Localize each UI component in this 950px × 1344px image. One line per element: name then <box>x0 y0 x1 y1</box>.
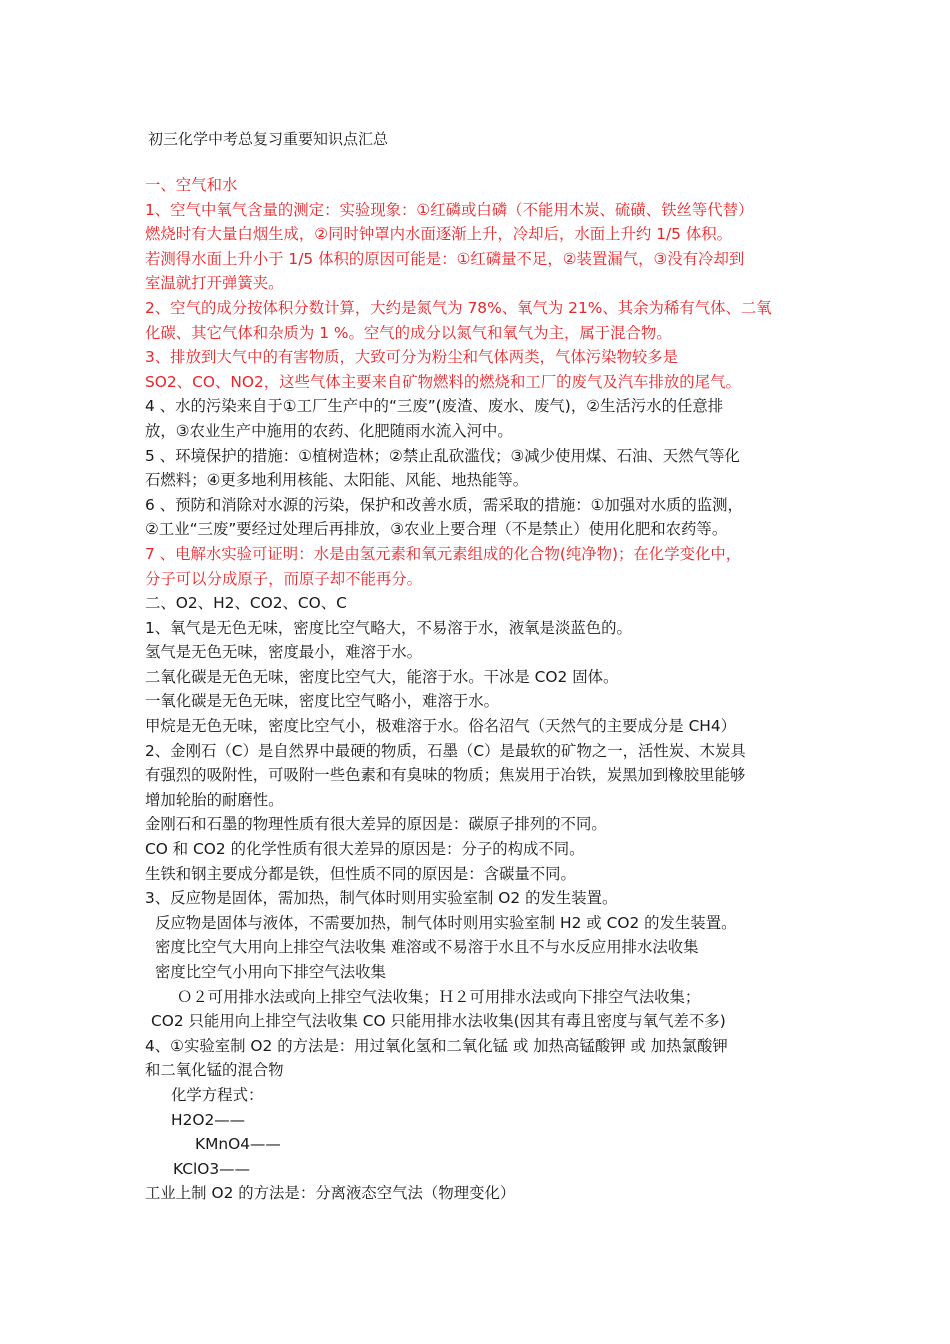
text-line: 室温就打开弹簧夹。 <box>145 274 284 293</box>
text-line: Ｏ２可用排水法或向上排空气法收集；Ｈ２可用排水法或向下排空气法收集； <box>177 987 701 1006</box>
text-line: 2、空气的成分按体积分数计算，大约是氮气为 78%、氧气为 21%、其余为稀有气体、二氧 <box>145 298 772 317</box>
text-line: 石燃料；④更多地利用核能、太阳能、风能、地热能等。 <box>145 471 529 490</box>
text-line: 一、空气和水 <box>145 176 238 194</box>
text-line: 1、氧气是无色无味，密度比空气略大，不易溶于水，液氧是淡蓝色的。 <box>145 618 632 637</box>
text-line: 2、金刚石（C）是自然界中最硬的物质，石墨（C）是最软的矿物之一，活性炭、木炭具 <box>145 741 746 760</box>
text-line: 有强烈的吸附性，可吸附一些色素和有臭味的物质；焦炭用于冶铁，炭黑加到橡胶里能够 <box>145 766 746 785</box>
text-line: 4 、水的污染来自于①工厂生产中的“三废”(废渣、废水、废气)，②生活污水的任意排 <box>145 397 724 416</box>
text-line: 工业上制 O2 的方法是：分离液态空气法（物理变化） <box>145 1184 516 1203</box>
text-line: 二、O2、H2、CO2、CO、C <box>145 594 347 613</box>
text-line: 3、反应物是固体，需加热，制气体时则用实验室制 O2 的发生装置。 <box>145 889 618 908</box>
document-title: 初三化学中考总复习重要知识点汇总 <box>148 130 389 148</box>
text-line: 燃烧时有大量白烟生成，②同时钟罩内水面逐渐上升，冷却后，水面上升约 1/5 体积。 <box>145 225 733 244</box>
text-line: 反应物是固体与液体，不需要加热，制气体时则用实验室制 H2 或 CO2 的发生装置。 <box>155 913 737 932</box>
text-line: 化碳、其它气体和杂质为 1 %。空气的成分以氮气和氧气为主，属于混合物。 <box>145 323 672 342</box>
text-line: 密度比空气小用向下排空气法收集 <box>155 963 386 981</box>
text-line: 生铁和钢主要成分都是铁，但性质不同的原因是：含碳量不同。 <box>145 864 576 883</box>
text-line: H2O2—— <box>171 1110 246 1129</box>
text-line: KClO3—— <box>173 1159 250 1178</box>
text-line: 金刚石和石墨的物理性质有很大差异的原因是：碳原子排列的不同。 <box>145 815 607 834</box>
text-line: 一氧化碳是无色无味，密度比空气略小，难溶于水。 <box>145 692 499 711</box>
text-line: 4、①实验室制 O2 的方法是：用过氧化氢和二氧化锰 或 加热高锰酸钾 或 加热氯酸钾 <box>145 1036 728 1055</box>
text-line: 二氧化碳是无色无味，密度比空气大，能溶于水。干冰是 CO2 固体。 <box>145 667 619 686</box>
text-line: 3、排放到大气中的有害物质，大致可分为粉尘和气体两类，气体污染物较多是 <box>145 348 679 367</box>
text-line: 氢气是无色无味，密度最小，难溶于水。 <box>145 643 423 662</box>
text-line: 放，③农业生产中施用的农药、化肥随雨水流入河中。 <box>145 421 513 440</box>
text-line: ②工业“三废”要经过处理后再排放，③农业上要合理（不是禁止）使用化肥和农药等。 <box>145 520 728 539</box>
document-body <box>145 173 815 1206</box>
text-line: 若测得水面上升小于 1/5 体积的原因可能是：①红磷量不足，②装置漏气，③没有冷却到 <box>145 249 745 268</box>
text-line: 1、空气中氧气含量的测定：实验现象：①红磷或白磷（不能用木炭、硫磺、铁丝等代替） <box>145 200 754 219</box>
text-line: 7 、电解水实验可证明：水是由氢元素和氧元素组成的化合物(纯净物)；在化学变化中， <box>145 544 742 563</box>
text-line: 甲烷是无色无味，密度比空气小，极难溶于水。俗名沼气（天然气的主要成分是 CH4） <box>145 717 737 736</box>
text-line: SO2、CO、NO2，这些气体主要来自矿物燃料的燃烧和工厂的废气及汽车排放的尾气。 <box>145 372 741 391</box>
text-line: 5 、环境保护的措施：①植树造林；②禁止乱砍滥伐；③减少使用煤、石油、天然气等化 <box>145 446 740 465</box>
text-line: 和二氧化锰的混合物 <box>145 1061 284 1080</box>
text-line: 化学方程式： <box>171 1085 264 1104</box>
text-line: KMnO4—— <box>195 1135 281 1154</box>
text-line: 6 、预防和消除对水源的污染，保护和改善水质，需采取的措施：①加强对水质的监测， <box>145 495 743 514</box>
text-line: 分子可以分成原子，而原子却不能再分。 <box>145 569 423 588</box>
text-line: 密度比空气大用向上排空气法收集 难溶或不易溶于水且不与水反应用排水法收集 <box>155 938 699 957</box>
text-line: 增加轮胎的耐磨性。 <box>145 790 284 809</box>
text-line: CO 和 CO2 的化学性质有很大差异的原因是：分子的构成不同。 <box>145 840 585 859</box>
text-line: CO2 只能用向上排空气法收集 CO 只能用排水法收集(因其有毒且密度与氧气差不多) <box>151 1012 726 1031</box>
